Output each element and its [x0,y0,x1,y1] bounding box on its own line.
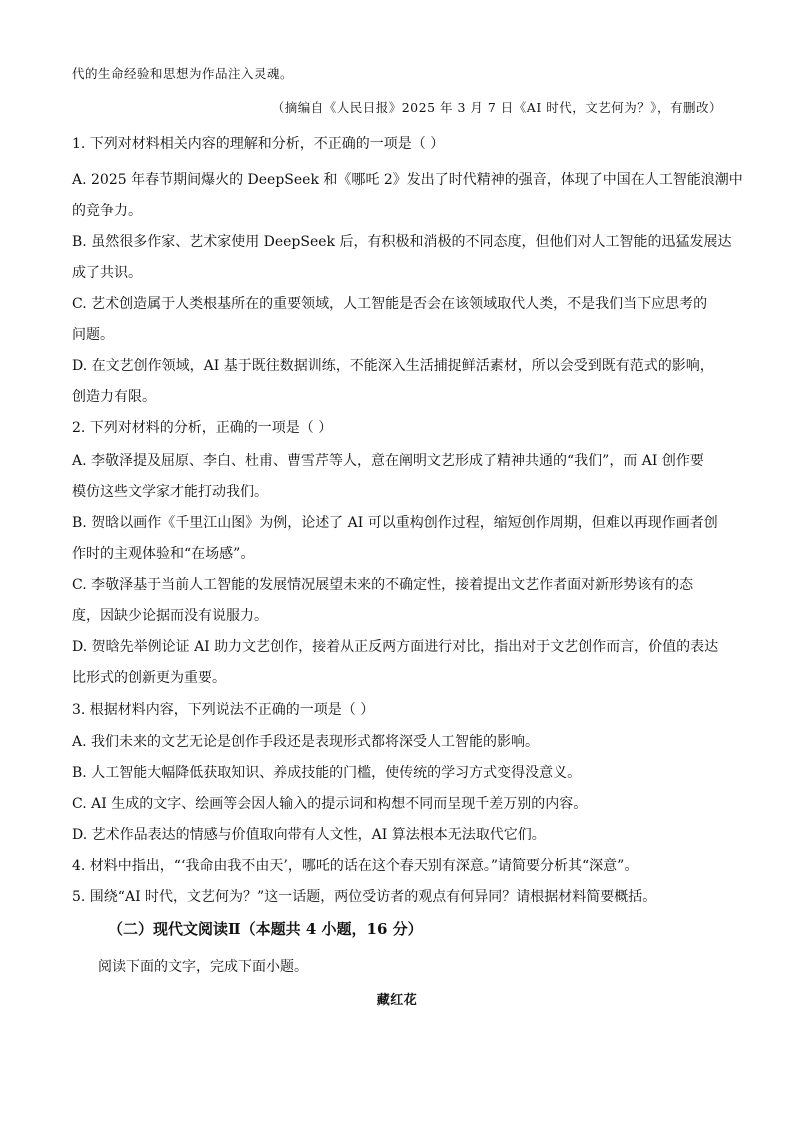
q1-option-b-line-2: 成了共识。 [72,265,142,281]
q2-option-b-line-1: B. 贺晗以画作《千里江山图》为例，论述了 AI 可以重构创作过程，缩短创作周期，但难以再现作画者创 [72,515,718,531]
q1-option-d-line-2: 创造力有限。 [72,389,156,405]
q1-option-a-line-1: A. 2025 年春节期间爆火的 DeepSeek 和《哪吒 2》发出了时代精神的强音，体现了中国在人工智能浪潮中 [72,172,743,188]
q1-option-c-line-1: C. 艺术创造属于人类根基所在的重要领域，人工智能是否会在该领域取代人类，不是我们当下应思考的 [72,296,708,312]
q3-option-d: D. 艺术作品表达的情感与价值取向带有人文性，AI 算法根本无法取代它们。 [72,827,546,843]
q2-option-d-line-2: 比形式的创新更为重要。 [72,670,226,686]
question-1-stem: 1. 下列对材料相关内容的理解和分析，不正确的一项是（ ） [72,136,445,152]
q3-option-c: C. AI 生成的文字、绘画等会因人输入的提示词和构想不同而呈现千差万别的内容。 [72,796,588,812]
q3-option-a: A. 我们未来的文艺无论是创作手段还是表现形式都将深受人工智能的影响。 [72,734,540,750]
q1-option-a-line-2: 的竞争力。 [72,203,142,219]
question-2-stem: 2. 下列对材料的分析，正确的一项是（ ） [72,420,333,436]
question-3-stem: 3. 根据材料内容，下列说法不正确的一项是（ ） [72,702,375,718]
question-5: 5. 围绕“AI 时代，文艺何为？”这一话题，两位受访者的观点有何异同？请根据材料简要概括。 [72,889,657,905]
reading-instruction: 阅读下面的文字，完成下面小题。 [98,959,308,975]
question-4: 4. 材料中指出，“‘我命由我不由天’，哪吒的话在这个春天别有深意。”请简要分析其“深意”。 [72,858,639,874]
q2-option-c-line-1: C. 李敬泽基于当前人工智能的发展情况展望未来的不确定性，接着提出文艺作者面对新形势该有的态 [72,577,694,593]
source-citation: （摘编自《人民日报》2025 年 3 月 7 日《AI 时代，文艺何为？》，有删改） [271,100,722,115]
q2-option-a-line-2: 模仿这些文学家才能打动我们。 [72,484,268,500]
q1-option-c-line-2: 问题。 [72,327,114,343]
q3-option-b: B. 人工智能大幅降低获取知识、养成技能的门槛，使传统的学习方式变得没意义。 [72,765,582,781]
passage-last-line: 代的生命经验和思想为作品注入灵魂。 [72,66,294,81]
q2-option-c-line-2: 度，因缺少论据而没有说服力。 [72,608,268,624]
article-title: 藏红花 [376,993,418,1008]
q1-option-d-line-1: D. 在文艺创作领域，AI 基于既往数据训练，不能深入生活捕捉鲜活素材，所以会受到既有范式的影响， [72,358,714,374]
q2-option-b-line-2: 作时的主观体验和“在场感”。 [72,546,255,562]
section-heading: （二）现代文阅读Ⅱ（本题共 4 小题，16 分） [108,920,423,938]
q1-option-b-line-1: B. 虽然很多作家、艺术家使用 DeepSeek 后，有积极和消极的不同态度，但他们对人工智能的迅猛发展达 [72,234,732,250]
q2-option-d-line-1: D. 贺晗先举例论证 AI 助力文艺创作，接着从正反两方面进行对比，指出对于文艺创作而言，价值的表达 [72,639,719,655]
q2-option-a-line-1: A. 李敬泽提及屈原、李白、杜甫、曹雪芹等人，意在阐明文艺形成了精神共通的“我们”，而 AI 创作要 [72,453,704,469]
